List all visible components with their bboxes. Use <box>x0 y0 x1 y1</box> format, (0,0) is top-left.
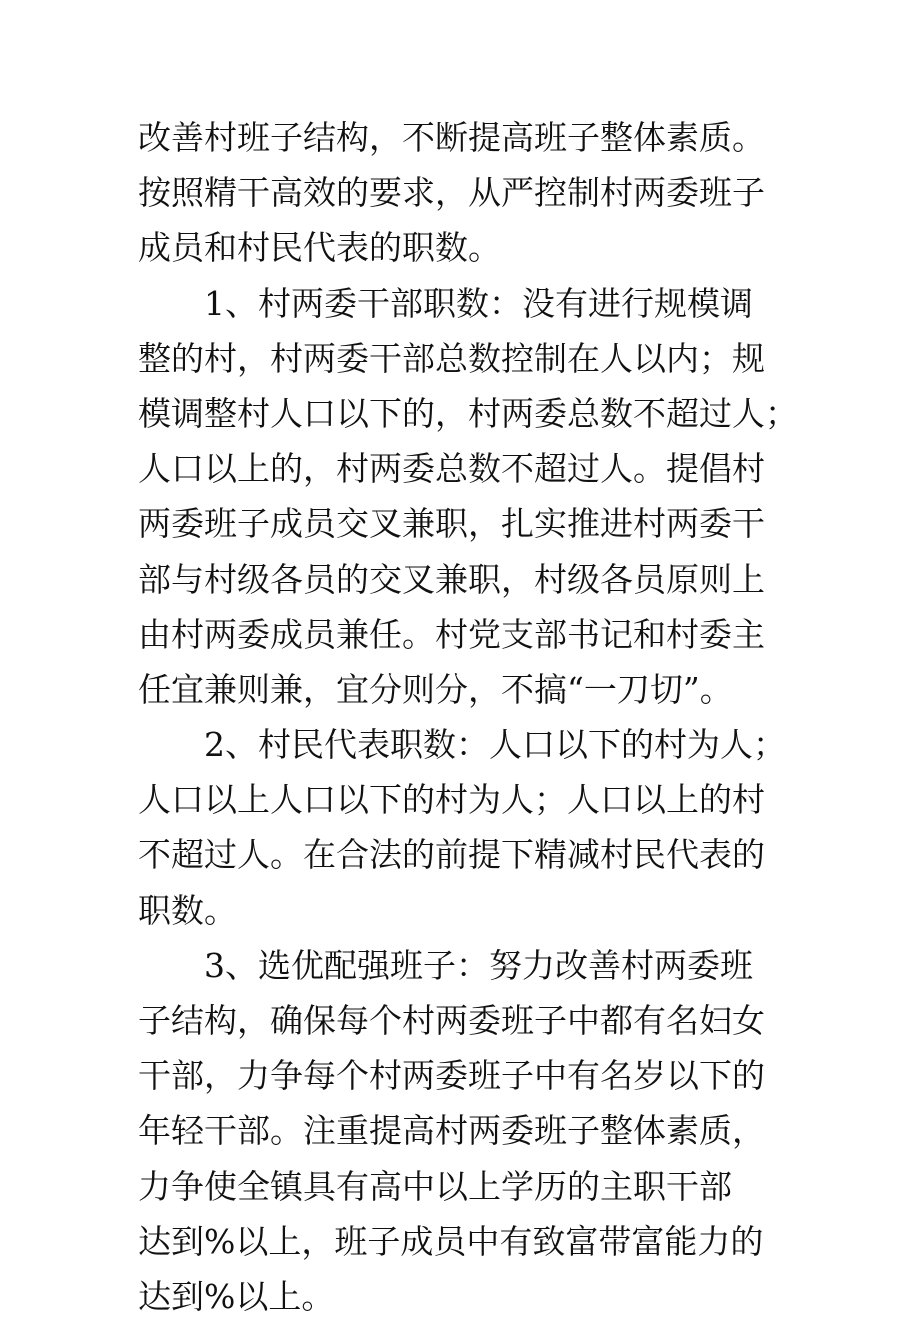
text-line: 人口以上的，村两委总数不超过人。提倡村 <box>138 449 765 489</box>
text-line: 年轻干部。注重提高村两委班子整体素质， <box>138 1111 765 1151</box>
text-line: 成员和村民代表的职数。 <box>138 228 501 268</box>
text-line: 改善村班子结构，不断提高班子整体素质。 <box>138 118 765 157</box>
text-line: 任宜兼则兼，宜分则分，不搞“一刀切”。 <box>138 669 733 709</box>
document-body <box>138 110 798 1324</box>
text-line: 人口以上人口以下的村为人；人口以上的村 <box>138 780 765 820</box>
text-line: 3、选优配强班子：努力改善村两委班 <box>204 945 753 985</box>
text-line: 按照精干高效的要求，从严控制村两委班子 <box>138 173 765 213</box>
text-line: 达到%以上。 <box>138 1276 335 1316</box>
text-line: 不超过人。在合法的前提下精减村民代表的 <box>138 835 765 875</box>
text-line: 1、村两委干部职数：没有进行规模调 <box>204 283 753 323</box>
text-line: 部与村级各员的交叉兼职，村级各员原则上 <box>138 559 765 599</box>
text-line: 由村两委成员兼任。村党支部书记和村委主 <box>138 614 765 654</box>
text-line: 达到%以上，班子成员中有致富带富能力的 <box>138 1221 764 1261</box>
text-line: 职数。 <box>138 890 237 930</box>
text-line: 干部，力争每个村两委班子中有名岁以下的 <box>138 1056 765 1096</box>
text-line: 2、村民代表职数：人口以下的村为人； <box>204 725 786 765</box>
text-line: 整的村，村两委干部总数控制在人以内；规 <box>138 338 765 378</box>
text-line: 子结构，确保每个村两委班子中都有名妇女 <box>138 1001 765 1040</box>
text-line: 两委班子成员交叉兼职，扎实推进村两委干 <box>138 504 765 544</box>
text-line: 模调整村人口以下的，村两委总数不超过人； <box>138 393 798 433</box>
text-line: 力争使全镇具有高中以上学历的主职干部 <box>138 1166 732 1206</box>
